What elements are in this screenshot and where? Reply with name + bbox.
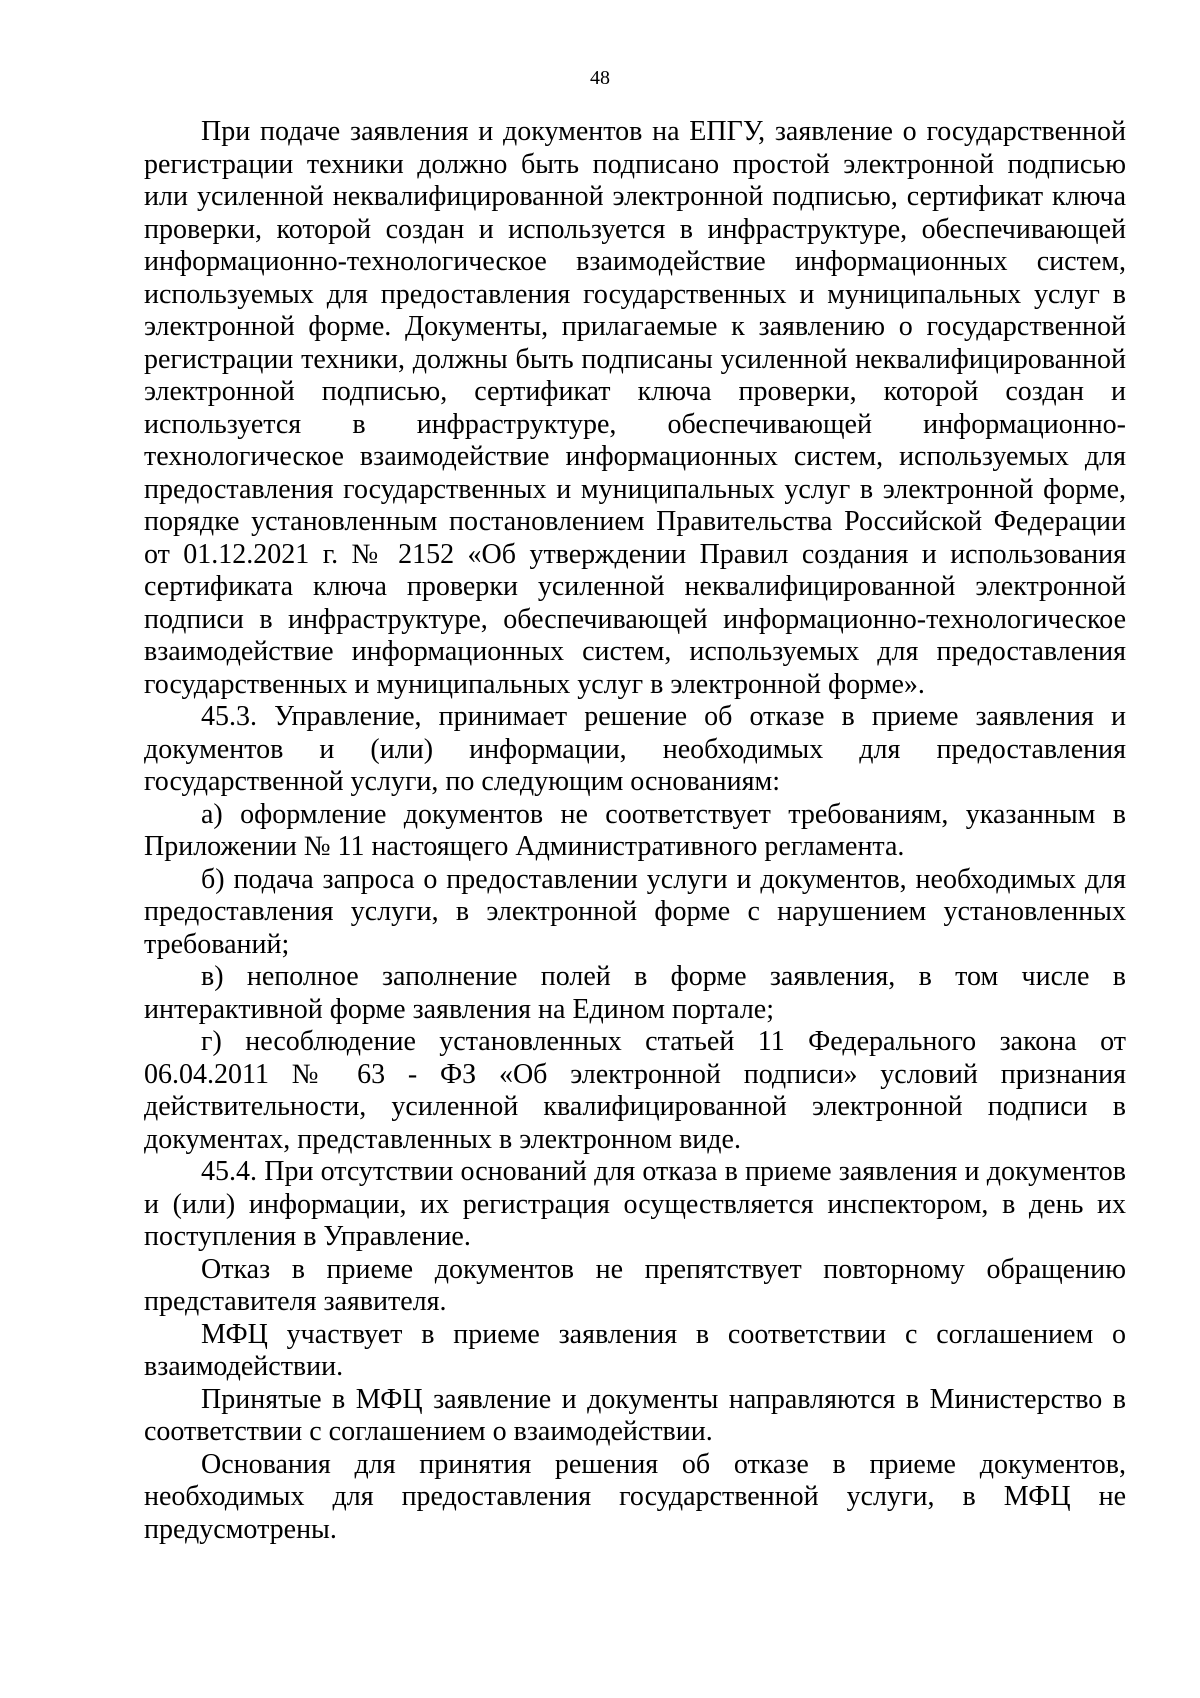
paragraph-ground-b: б) подача запроса о предоставлении услуги и документов, необходимых для предоставления услуги, в электронной форме с нарушением установленных требований; <box>144 863 1126 960</box>
paragraph-ground-g: г) несоблюдение установленных статьей 11 Федерального закона от 06.04.2011 № 63 - ФЗ «Об электронной подписи» условий признания действительности, усиленной квалифицированной электронной подписи в документах, представленных в электронном виде. <box>144 1026 1126 1155</box>
paragraph-ground-v: в) неполное заполнение полей в форме заявления, в том числе в интерактивной форме заявления на Едином портале; <box>144 961 1126 1025</box>
paragraph-mfc-no-refusal: Основания для принятия решения об отказе в приеме документов, необходимых для предоставления государственной услуги, в МФЦ не предусмотрены. <box>144 1448 1126 1545</box>
paragraph-45-3: 45.3. Управление, принимает решение об отказе в приеме заявления и документов и (или) информации, необходимых для предоставления государственной услуги, по следующим основаниям: <box>144 701 1126 797</box>
paragraph-45-4: 45.4. При отсутствии оснований для отказа в приеме заявления и документов и (или) информации, их регистрация осуществляется инспектором, в день их поступления в Управление. <box>144 1156 1126 1252</box>
page-number: 48 <box>590 67 610 89</box>
paragraph-mfc-participation: МФЦ участвует в приеме заявления в соответствии с соглашением о взаимодействии. <box>144 1318 1126 1382</box>
document-body <box>144 116 1126 1546</box>
paragraph-epgu-signature: При подаче заявления и документов на ЕПГУ, заявление о государственной регистрации техники должно быть подписано простой электронной подписью или усиленной неквалифицированной электронной подписью, сертификат ключа проверки, которой создан и используется в инфраструктуре, обеспечивающей информационно-технологическое взаимодействие информационных систем, используемых для предоставления государственных и муниципальных услуг в электронной форме. Документы, прилагаемые к заявлению о государственной регистрации техники, должны быть подписаны усиленной неквалифицированной электронной подписью, сертификат ключа проверки, которой создан и используется в инфраструктуре, обеспечивающей информационно-технологическое взаимодействие информационных систем, используемых для предоставления государственных и муниципальных услуг в электронной форме, порядке установленным постановлением Правительства Российской Федерации от 01.12.2021 г. № 2152 «Об утверждении Правил создания и использования сертификата ключа проверки усиленной неквалифицированной электронной подписи в инфраструктуре, обеспечивающей информационно-технологическое взаимодействие информационных систем, используемых для предоставления государственных и муниципальных услуг в электронной форме». <box>144 116 1126 700</box>
paragraph-refusal-no-obstacle: Отказ в приеме документов не препятствует повторному обращению представителя заявителя. <box>144 1253 1126 1317</box>
paragraph-mfc-forwarding: Принятые в МФЦ заявление и документы направляются в Министерство в соответствии с соглашением о взаимодействии. <box>144 1383 1126 1447</box>
paragraph-ground-a: а) оформление документов не соответствует требованиям, указанным в Приложении № 11 настоящего Административного регламента. <box>144 798 1126 862</box>
